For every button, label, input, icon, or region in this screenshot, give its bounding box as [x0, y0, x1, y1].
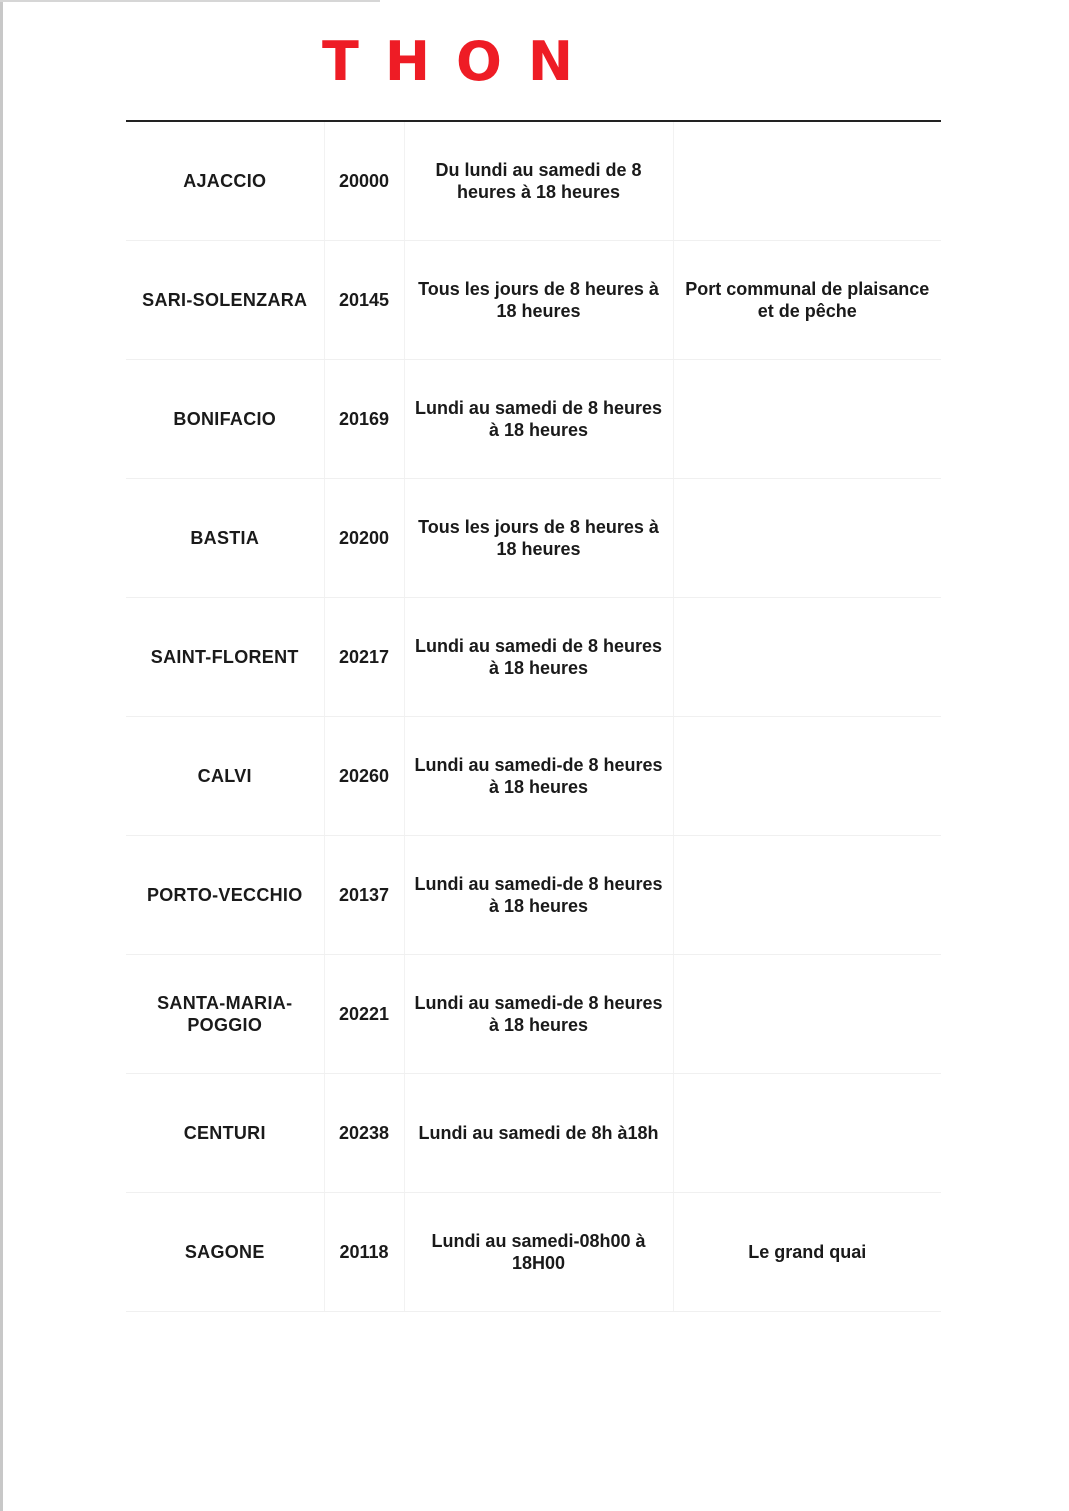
postal-code-cell: 20217 — [324, 598, 404, 717]
hours-cell: Lundi au samedi de 8 heures à 18 heures — [404, 360, 673, 479]
location-cell — [673, 122, 941, 241]
location-cell — [673, 836, 941, 955]
scan-edge-top — [0, 0, 380, 2]
city-cell: SAINT-FLORENT — [126, 598, 324, 717]
location-cell — [673, 479, 941, 598]
table-row — [126, 1074, 941, 1193]
table-row — [126, 479, 941, 598]
hours-cell: Lundi au samedi de 8 heures à 18 heures — [404, 598, 673, 717]
location-cell — [673, 598, 941, 717]
location-cell — [673, 955, 941, 1074]
hours-cell: Lundi au samedi-de 8 heures à 18 heures — [404, 717, 673, 836]
postal-code-cell: 20260 — [324, 717, 404, 836]
postal-code-cell: 20221 — [324, 955, 404, 1074]
hours-cell: Lundi au samedi-08h00 à 18H00 — [404, 1193, 673, 1312]
city-cell: SARI-SOLENZARA — [126, 241, 324, 360]
city-cell: SANTA-MARIA-POGGIO — [126, 955, 324, 1074]
location-cell: Le grand quai — [673, 1193, 941, 1312]
city-cell: BASTIA — [126, 479, 324, 598]
page-title: THON — [322, 30, 600, 93]
hours-cell: Lundi au samedi-de 8 heures à 18 heures — [404, 836, 673, 955]
postal-code-cell: 20000 — [324, 122, 404, 241]
table-row — [126, 122, 941, 241]
hours-cell: Tous les jours de 8 heures à 18 heures — [404, 241, 673, 360]
table-row — [126, 1193, 941, 1312]
hours-cell: Lundi au samedi de 8h à18h — [404, 1074, 673, 1193]
postal-code-cell: 20118 — [324, 1193, 404, 1312]
location-cell: Port communal de plaisance et de pêche — [673, 241, 941, 360]
postal-code-cell: 20169 — [324, 360, 404, 479]
postal-code-cell: 20137 — [324, 836, 404, 955]
hours-cell: Du lundi au samedi de 8 heures à 18 heures — [404, 122, 673, 241]
city-cell: CENTURI — [126, 1074, 324, 1193]
city-cell: BONIFACIO — [126, 360, 324, 479]
postal-code-cell: 20238 — [324, 1074, 404, 1193]
hours-cell: Lundi au samedi-de 8 heures à 18 heures — [404, 955, 673, 1074]
postal-code-cell: 20145 — [324, 241, 404, 360]
table-row — [126, 360, 941, 479]
location-cell — [673, 717, 941, 836]
city-cell: CALVI — [126, 717, 324, 836]
city-cell: SAGONE — [126, 1193, 324, 1312]
table-row — [126, 717, 941, 836]
city-cell: PORTO-VECCHIO — [126, 836, 324, 955]
table-row — [126, 241, 941, 360]
scan-edge — [0, 0, 3, 1511]
postal-code-cell: 20200 — [324, 479, 404, 598]
table-row — [126, 836, 941, 955]
location-cell — [673, 1074, 941, 1193]
ports-table — [126, 122, 941, 1312]
city-cell: AJACCIO — [126, 122, 324, 241]
hours-cell: Tous les jours de 8 heures à 18 heures — [404, 479, 673, 598]
location-cell — [673, 360, 941, 479]
table-row — [126, 955, 941, 1074]
table-row — [126, 598, 941, 717]
